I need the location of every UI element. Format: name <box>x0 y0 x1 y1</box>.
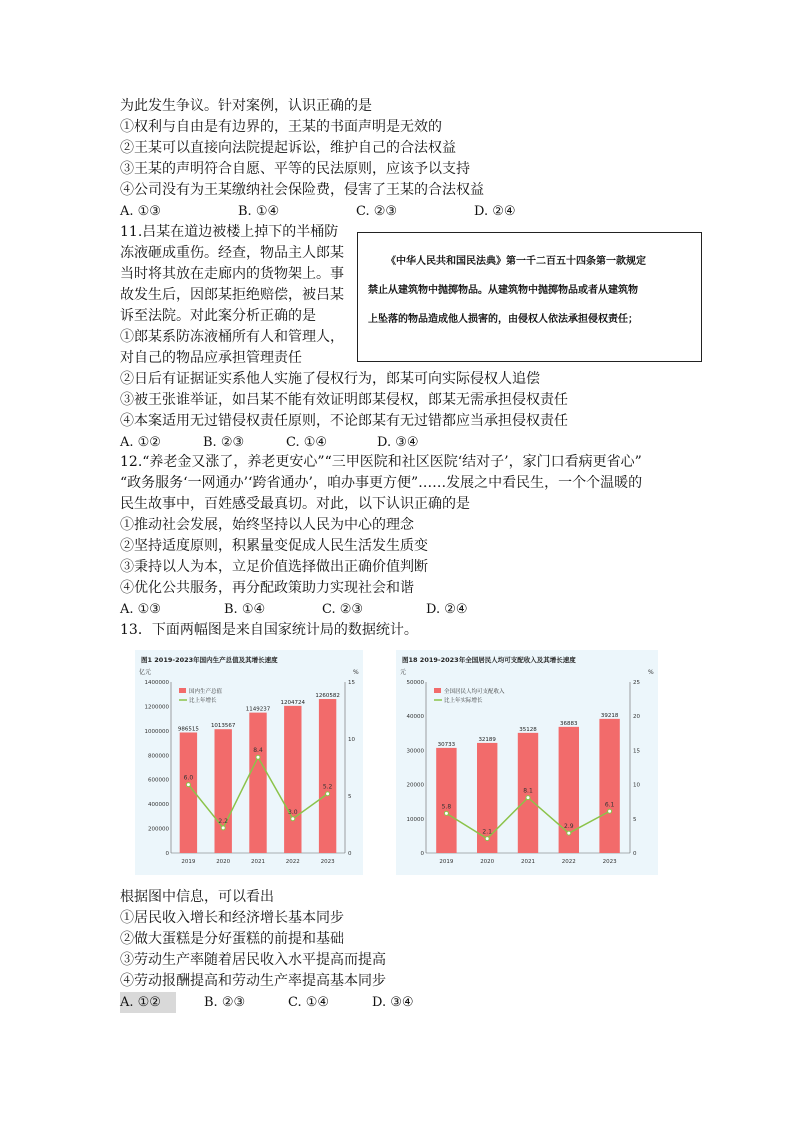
growth-value-label: 2.1 <box>482 828 492 836</box>
legend-label: 比上年增长 <box>189 698 217 704</box>
q10-option-c[interactable]: C. ②③ <box>356 204 398 219</box>
q12-option-c[interactable]: C. ②③ <box>322 602 364 617</box>
growth-point <box>608 809 612 813</box>
bar-value-label: 39218 <box>600 712 619 719</box>
bar-value-label: 36883 <box>560 720 578 727</box>
q12-options <box>120 599 468 620</box>
q11-item-1-line-1: ①郎某系防冻液桶所有人和管理人， <box>120 329 344 345</box>
y-tick-label: 600000 <box>148 777 169 784</box>
x-tick-label: 2022 <box>285 859 300 865</box>
y-tick-label: 20000 <box>406 782 424 789</box>
q13-item-4: ④劳动报酬提高和劳动生产率提高基本同步 <box>120 973 386 989</box>
growth-point <box>326 792 330 796</box>
growth-point <box>526 796 530 800</box>
y2-tick-label: 10 <box>348 737 355 743</box>
growth-value-label: 3.0 <box>288 808 298 816</box>
y2-tick-label: 15 <box>633 748 640 755</box>
x-tick-label: 2020 <box>480 859 495 865</box>
bar <box>319 699 336 853</box>
law-quote-box <box>357 232 702 362</box>
chart-gdp <box>135 650 363 875</box>
bar-value-label: 32189 <box>478 736 496 743</box>
x-tick-label: 2019 <box>181 859 196 865</box>
q11-option-a[interactable]: A. ①② <box>120 435 161 450</box>
growth-point <box>256 755 260 759</box>
y-tick-label: 800000 <box>148 753 169 760</box>
growth-value-label: 2.2 <box>218 817 228 825</box>
x-tick-label: 2021 <box>521 859 535 865</box>
legend-swatch-bar <box>434 688 441 693</box>
q13-option-c[interactable]: C. ①④ <box>288 995 330 1010</box>
law-line-2: 禁止从建筑物中抛掷物品。从建筑物中抛掷物品或者从建筑物 <box>368 285 638 296</box>
q10-lead: 为此发生争议。针对案例，认识正确的是 <box>120 98 372 114</box>
q11-options <box>120 432 419 453</box>
legend-label: 全国居民人均可支配收入 <box>444 689 505 695</box>
growth-point <box>291 817 295 821</box>
y-tick-label: 0 <box>165 851 169 857</box>
legend-label: 国内生产总值 <box>189 689 223 695</box>
q10-option-a[interactable]: A. ①③ <box>120 204 161 219</box>
q12-stem-line-1: 12.“养老金又涨了，养老更安心”“三甲医院和社区医院‘结对子’，家门口看病更省心” <box>120 454 642 470</box>
y2-tick-label: 5 <box>633 816 637 823</box>
growth-point <box>485 837 489 841</box>
q13-options <box>120 992 414 1013</box>
growth-value-label: 5.2 <box>322 783 333 791</box>
growth-point <box>221 826 225 830</box>
left-axis-unit: 元 <box>400 669 407 676</box>
x-tick-label: 2019 <box>439 859 454 865</box>
q11-item-3: ③被王张谁举证，如吕某不能有效证明郎某侵权，郎某无需承担侵权责任 <box>120 392 568 408</box>
q13-option-d[interactable]: D. ③④ <box>372 995 414 1010</box>
x-tick-label: 2023 <box>602 859 617 865</box>
legend-swatch-bar <box>179 688 186 693</box>
chart-title: 图18 2019-2023年全国居民人均可支配收入及其增长速度 <box>402 656 576 664</box>
right-axis-unit: % <box>648 669 654 676</box>
y-tick-label: 0 <box>420 851 424 857</box>
q10-option-b[interactable]: B. ①④ <box>238 204 280 219</box>
right-axis-unit: % <box>353 669 359 676</box>
bar-value-label: 35128 <box>519 726 537 733</box>
growth-point <box>186 783 190 787</box>
bar-value-label: 986515 <box>177 726 199 733</box>
bar <box>284 706 301 853</box>
q11-item-1-line-2: 对自己的物品应承担管理责任 <box>120 350 302 366</box>
q10-item-4: ④公司没有为王某缴纳社会保险费，侵害了王某的合法权益 <box>120 182 484 198</box>
x-tick-label: 2020 <box>216 859 231 865</box>
y2-tick-label: 25 <box>633 680 640 686</box>
bar-value-label: 1204724 <box>280 699 306 706</box>
q11-stem-line-5: 诉至法院。对此案分析正确的是 <box>120 308 316 324</box>
bar-value-label: 30733 <box>437 741 456 748</box>
y-tick-label: 1400000 <box>144 680 169 686</box>
q13-item-2: ②做大蛋糕是分好蛋糕的前提和基础 <box>120 931 344 947</box>
y-tick-label: 200000 <box>148 826 169 833</box>
q13-option-b[interactable]: B. ②③ <box>204 995 246 1010</box>
growth-value-label: 6.1 <box>604 801 615 809</box>
q11-stem-line-1: 11.吕某在道边被楼上掉下的半桶防 <box>120 224 339 240</box>
y2-tick-label: 20 <box>633 714 640 721</box>
bar <box>599 719 619 853</box>
q12-item-4: ④优化公共服务，再分配政策助力实现社会和谐 <box>120 580 414 596</box>
y-tick-label: 1000000 <box>144 728 169 735</box>
q13-item-1: ①居民收入增长和经济增长基本同步 <box>120 910 344 926</box>
growth-value-label: 5.8 <box>441 803 452 811</box>
q12-option-d[interactable]: D. ②④ <box>426 602 468 617</box>
growth-value-label: 2.9 <box>564 823 574 831</box>
q13-item-3: ③劳动生产率随着居民收入水平提高而提高 <box>120 952 386 968</box>
y2-tick-label: 10 <box>633 782 640 789</box>
growth-value-label: 8.4 <box>253 747 263 755</box>
y2-tick-label: 15 <box>348 680 355 686</box>
chart-gdp-svg <box>135 650 363 875</box>
chart-income <box>396 650 658 875</box>
left-axis-unit: 亿元 <box>139 669 152 676</box>
q11-option-b[interactable]: B. ②③ <box>203 435 245 450</box>
q11-stem-line-4: 故发生后，因郎某拒绝赔偿，被吕某 <box>120 287 344 303</box>
chart-income-svg <box>396 650 658 875</box>
growth-point <box>567 831 571 835</box>
x-tick-label: 2023 <box>320 859 335 865</box>
bar-value-label: 1149237 <box>245 706 271 713</box>
q10-options <box>120 201 516 222</box>
bar <box>436 748 456 853</box>
x-tick-label: 2021 <box>251 859 265 865</box>
y-tick-label: 40000 <box>406 714 424 721</box>
y2-tick-label: 0 <box>633 851 637 857</box>
q11-option-c[interactable]: C. ①④ <box>286 435 328 450</box>
q12-item-3: ③秉持以人为本，立足价值选择做出正确价值判断 <box>120 559 428 575</box>
q12-option-b[interactable]: B. ①④ <box>224 602 266 617</box>
q10-item-1: ①权利与自由是有边界的，王某的书面声明是无效的 <box>120 119 442 135</box>
q12-stem-line-3: 民生故事中，百姓感受最真切。对此，以下认识正确的是 <box>120 496 470 512</box>
y-tick-label: 50000 <box>406 680 424 686</box>
growth-value-label: 8.1 <box>523 787 533 795</box>
q12-stem-line-2: “政务服务‘一网通办’‘跨省通办’，咱办事更方便”……发展之中看民生，一个个温暖的 <box>120 475 643 491</box>
q10-option-d[interactable]: D. ②④ <box>474 204 516 219</box>
y2-tick-label: 5 <box>348 794 352 800</box>
y2-tick-label: 0 <box>348 851 352 857</box>
q12-option-a[interactable]: A. ①③ <box>120 602 161 617</box>
q10-item-3: ③王某的声明符合自愿、平等的民法原则，应该予以支持 <box>120 161 470 177</box>
y-tick-label: 30000 <box>406 748 424 755</box>
chart-title: 图1 2019-2023年国内生产总值及其增长速度 <box>141 656 278 664</box>
q11-stem-line-2: 冻液砸成重伤。经查，物品主人郎某 <box>120 245 344 261</box>
q13-stem: 13．下面两幅图是来自国家统计局的数据统计。 <box>120 622 418 638</box>
growth-point <box>444 811 448 815</box>
q12-item-2: ②坚持适度原则，积累量变促成人民生活发生质变 <box>120 538 428 554</box>
bar <box>215 729 232 853</box>
q11-option-d[interactable]: D. ③④ <box>377 435 419 450</box>
y-tick-label: 1200000 <box>144 704 169 711</box>
law-line-1: 《中华人民共和国民法典》第一千二百五十四条第一款规定 <box>386 256 646 267</box>
x-tick-label: 2022 <box>561 859 576 865</box>
q12-item-1: ①推动社会发展，始终坚持以人民为中心的理念 <box>120 517 414 533</box>
law-line-3: 上坠落的物品造成他人损害的，由侵权人依法承担侵权责任； <box>368 314 638 325</box>
legend-label: 比上年实际增长 <box>444 698 483 704</box>
bar <box>249 713 266 853</box>
y-tick-label: 10000 <box>406 816 424 823</box>
q11-stem-line-3: 当时将其放在走廊内的货物架上。事 <box>120 266 344 282</box>
bar-value-label: 1260582 <box>315 693 340 700</box>
q11-item-2: ②日后有证据证实系他人实施了侵权行为，郎某可向实际侵权人追偿 <box>120 371 540 387</box>
growth-value-label: 6.0 <box>183 774 194 782</box>
q13-option-a[interactable]: A. ①② <box>120 992 176 1013</box>
y-tick-label: 400000 <box>148 802 169 809</box>
q11-item-4: ④本案适用无过错侵权责任原则，不论郎某有无过错都应当承担侵权责任 <box>120 413 568 429</box>
q13-after: 根据图中信息，可以看出 <box>120 889 274 905</box>
q10-item-2: ②王某可以直接向法院提起诉讼，维护自己的合法权益 <box>120 140 456 156</box>
bar-value-label: 1013567 <box>210 723 236 730</box>
